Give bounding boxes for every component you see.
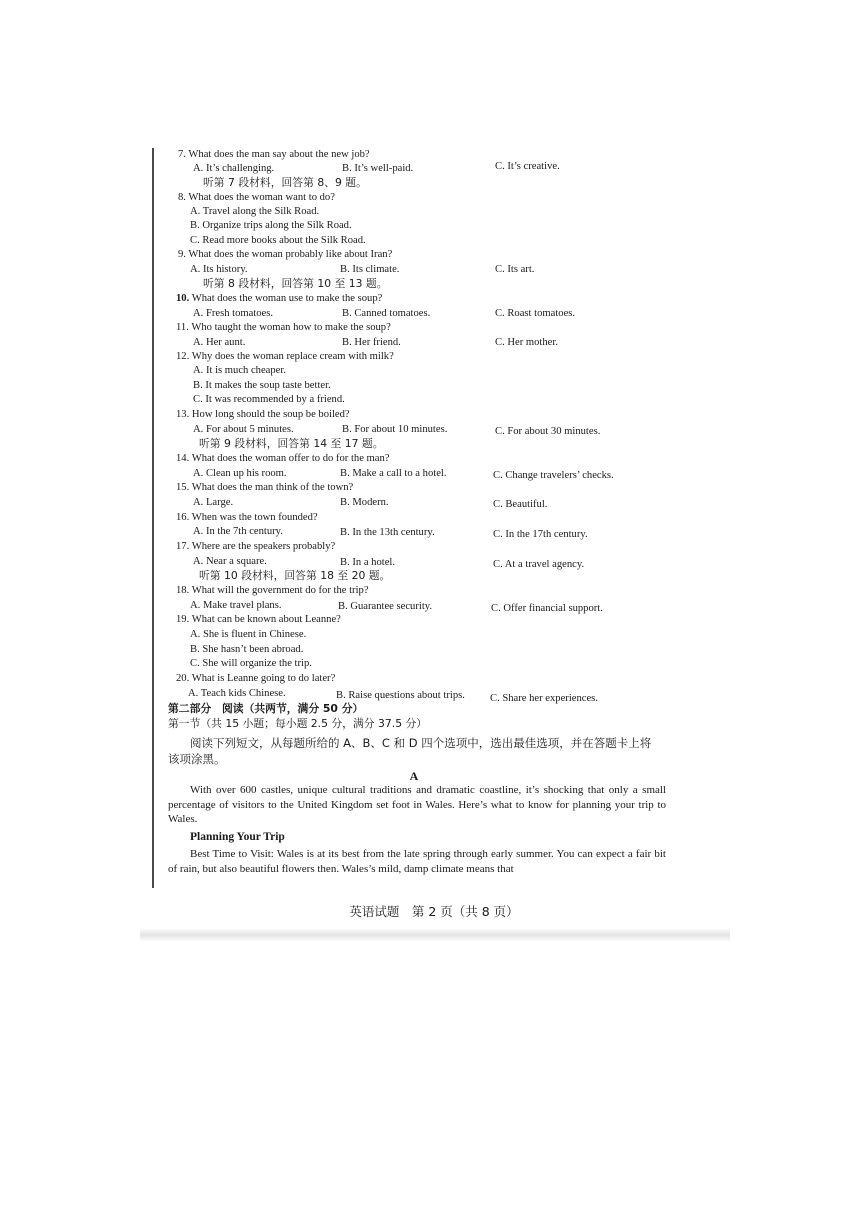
option-16a: A. In the 7th century. [193,526,283,537]
option-10c: C. Roast tomatoes. [495,308,576,319]
option-19a: A. She is fluent in Chinese. [190,629,307,640]
option-14a: A. Clean up his room. [193,468,287,479]
option-11a: A. Her aunt. [193,337,246,348]
question-12: 12. Why does the woman replace cream with milk? [176,351,394,362]
option-17a: A. Near a square. [193,556,267,567]
question-16: 16. When was the town founded? [176,512,318,523]
option-7c: C. It’s creative. [495,161,560,172]
passage-paragraph-2: Best Time to Visit: Wales is at its best from the late spring through early summer. You can expect a fair bit of rain, but also beautiful flowers then. Wales’s mild, damp climate means that [168,848,666,875]
option-15a: A. Large. [193,497,234,508]
part-two-title: 第二部分 阅读（共两节，满分 50 分） [168,702,364,715]
option-18c: C. Offer financial support. [491,603,603,614]
question-20: 20. What is Leanne going to do later? [176,673,336,684]
question-14: 14. What does the woman offer to do for the man? [176,453,390,464]
option-7a: A. It’s challenging. [193,163,275,174]
option-13a: A. For about 5 minutes. [193,424,294,435]
option-19c: C. She will organize the trip. [190,658,312,669]
section-one-title: 第一节（共 15 小题；每小题 2.5 分，满分 37.5 分） [168,717,428,730]
option-8a: A. Travel along the Silk Road. [190,206,320,217]
option-14b: B. Make a call to a hotel. [340,468,447,479]
question-8: 8. What does the woman want to do? [178,192,335,203]
question-17: 17. Where are the speakers probably? [176,541,336,552]
direction-line-2: 该项涂黑。 [168,752,226,766]
option-18a: A. Make travel plans. [190,600,282,611]
option-17b: B. In a hotel. [340,557,396,568]
option-9a: A. Its history. [190,264,248,275]
option-20a: A. Teach kids Chinese. [188,688,286,699]
option-11c: C. Her mother. [495,337,558,348]
option-8c: C. Read more books about the Silk Road. [190,235,366,246]
passage-letter: A [409,769,419,783]
instruction-material-10: 听第 10 段材料，回答第 18 至 20 题。 [199,569,391,582]
option-20c: C. Share her experiences. [490,693,598,704]
option-16b: B. In the 13th century. [340,527,435,538]
option-12c: C. It was recommended by a friend. [193,394,345,405]
option-15b: B. Modern. [340,497,389,508]
option-9b: B. Its climate. [340,264,400,275]
option-13b: B. For about 10 minutes. [342,424,448,435]
option-19b: B. She hasn’t been abroad. [190,644,304,655]
option-10a: A. Fresh tomatoes. [193,308,274,319]
option-20b: B. Raise questions about trips. [336,690,465,701]
option-8b: B. Organize trips along the Silk Road. [190,220,352,231]
instruction-material-9: 听第 9 段材料，回答第 14 至 17 题。 [199,437,384,450]
option-9c: C. Its art. [495,264,535,275]
option-7b: B. It’s well-paid. [342,163,414,174]
question-15: 15. What does the man think of the town? [176,482,354,493]
instruction-material-7: 听第 7 段材料，回答第 8、9 题。 [203,176,367,189]
option-12b: B. It makes the soup taste better. [193,380,331,391]
option-13c: C. For about 30 minutes. [495,426,601,437]
passage-heading: Planning Your Trip [190,831,285,843]
scan-smear [140,928,730,942]
question-9: 9. What does the woman probably like about Iran? [178,249,393,260]
option-16c: C. In the 17th century. [493,529,588,540]
question-19: 19. What can be known about Leanne? [176,614,341,625]
option-12a: A. It is much cheaper. [193,365,286,376]
passage-paragraph-1: With over 600 castles, unique cultural traditions and dramatic coastline, it’s shocking that only a small percentage of visitors to the United Kingdom set foot in Wales. Here’s what to know for planning your trip to Wales. [168,784,666,825]
question-13: 13. How long should the soup be boiled? [176,409,350,420]
question-7: 7. What does the man say about the new job? [178,149,370,160]
option-15c: C. Beautiful. [493,499,548,510]
question-10: 10. What does the woman use to make the soup? [176,293,383,304]
option-10b: B. Canned tomatoes. [342,308,431,319]
page-footer: 英语试题 第 2 页（共 8 页） [349,904,519,919]
option-17c: C. At a travel agency. [493,559,585,570]
direction-line-1: 阅读下列短文，从每题所给的 A、B、C 和 D 四个选项中，选出最佳选项，并在答题卡上将 [190,736,652,750]
question-11: 11. Who taught the woman how to make the soup? [176,322,391,333]
option-11b: B. Her friend. [342,337,401,348]
option-14c: C. Change travelers’ checks. [493,470,614,481]
instruction-material-8: 听第 8 段材料，回答第 10 至 13 题。 [203,277,388,290]
question-18: 18. What will the government do for the trip? [176,585,369,596]
option-18b: B. Guarantee security. [338,601,433,612]
